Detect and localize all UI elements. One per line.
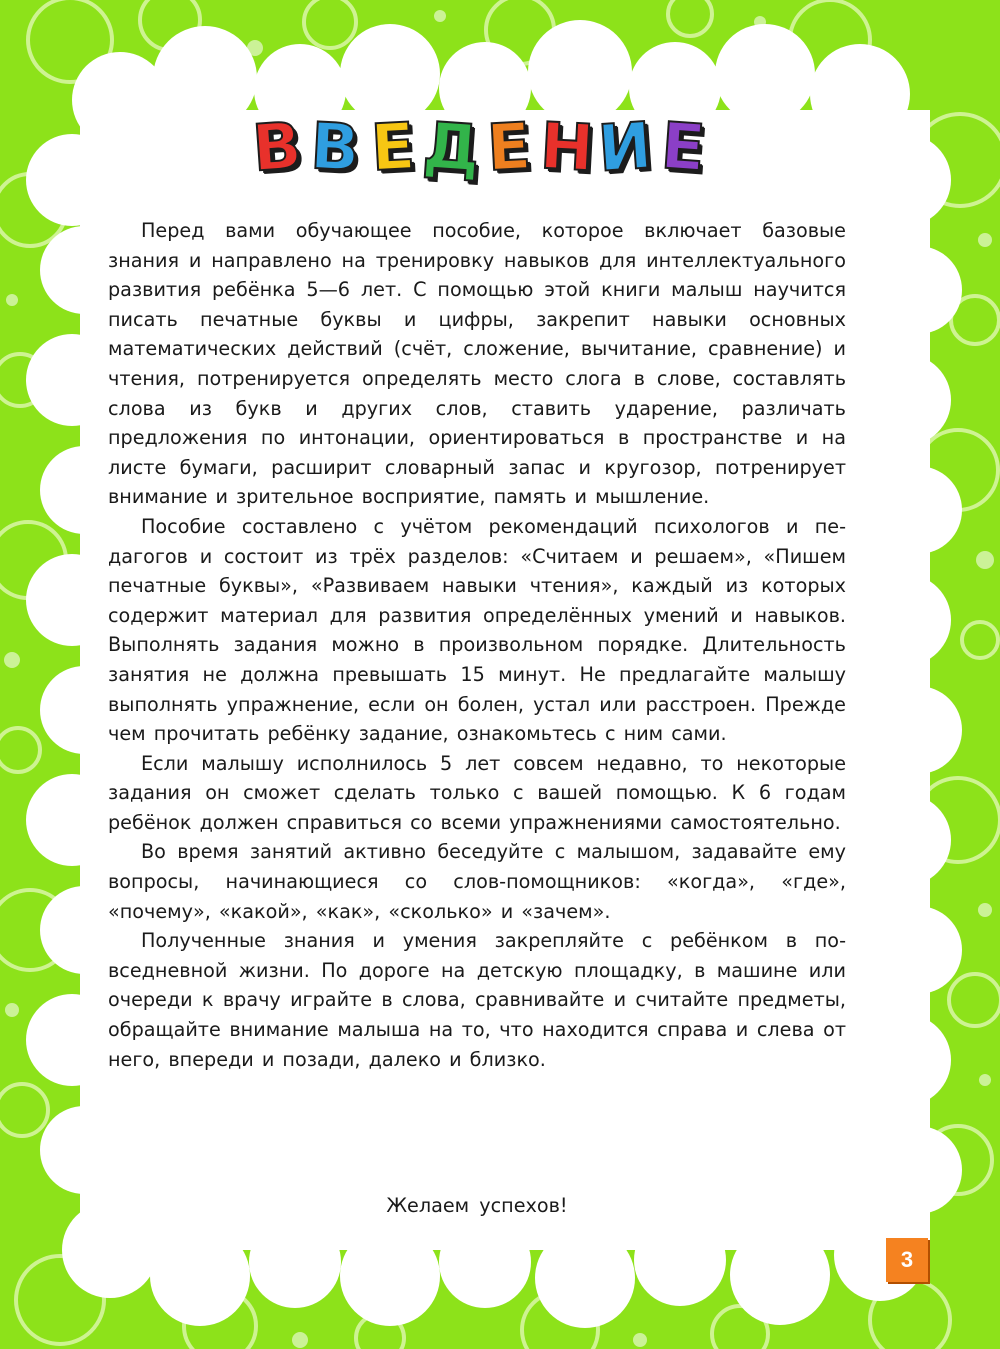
title-letter: Н bbox=[538, 109, 596, 187]
title-letter: Е bbox=[369, 109, 417, 187]
title-letter: Е bbox=[658, 109, 708, 187]
paragraph: Если малышу исполнилось 5 лет совсем недавно, то некоторые задания он сможет сделать только с вашей помощью. К 6 годам ребёнок должен справиться со всеми упражнениями самостоятельно. bbox=[108, 751, 846, 834]
title-letter: В bbox=[250, 109, 304, 187]
title-letter: В bbox=[308, 109, 362, 187]
closing-wish: Желаем успехов! bbox=[386, 1194, 568, 1217]
title-letter: Д bbox=[420, 109, 483, 187]
paragraph: Полученные знания и умения закрепляйте с ребёнком в повседневной жизни. По дороге на детскую площадку, в машине или очереди к врачу играйте в слова, сравнивайте и считайте предметы, обращайте внимание малыша на то, что находится справа и слева от него, впереди и позади, далеко и близко. bbox=[108, 929, 846, 1071]
paragraph: Пособие составлено с учётом рекомендаций психологов и педагогов и состоит из трёх разделов: «Считаем и решаем», «Пишем печатные буквы», «Развиваем навыки чтения», каждый из которых содержит материал для развития определённых умений и навыков. Выполнять задания можно в произвольном порядке. Длительность занятия не должна превышать 15 минут. Не предлагайте малышу выполнять упражнение, если он болен, устал или расстроен. Прежде чем прочитать ребёнку задание, ознакомьтесь с ним сами. bbox=[108, 514, 846, 746]
title-letter: Е bbox=[485, 109, 533, 187]
title-letter: И bbox=[595, 109, 655, 187]
page-number-badge: 3 bbox=[886, 1238, 928, 1282]
page-title bbox=[240, 108, 720, 188]
paragraph: Во время занятий активно беседуйте с малышом, задавайте ему вопросы, начинающиеся со слов-помощников: «когда», «где», «почему», «какой», «как», «сколько» и «зачем». bbox=[108, 840, 846, 923]
intro-text bbox=[108, 216, 846, 1074]
paragraph: Перед вами обучающее пособие, которое включает базовые знания и направлено на тренировку навыков для интеллектуального развития ребёнка 5—6 лет. С помощью этой книги малыш научится писать печатные буквы и цифры, закрепит навыки основных математических действий (счёт, сложение, вычитание, сравнение) и чтения, потренируется определять место слога в слове, составлять слова из букв и других слов, ставить ударение, различать предложения по интонации, ориентироваться в пространстве и на листе бумаги, расширит словарный запас и кругозор, потренирует внимание и зрительное восприятие, память и мышление. bbox=[108, 219, 846, 509]
